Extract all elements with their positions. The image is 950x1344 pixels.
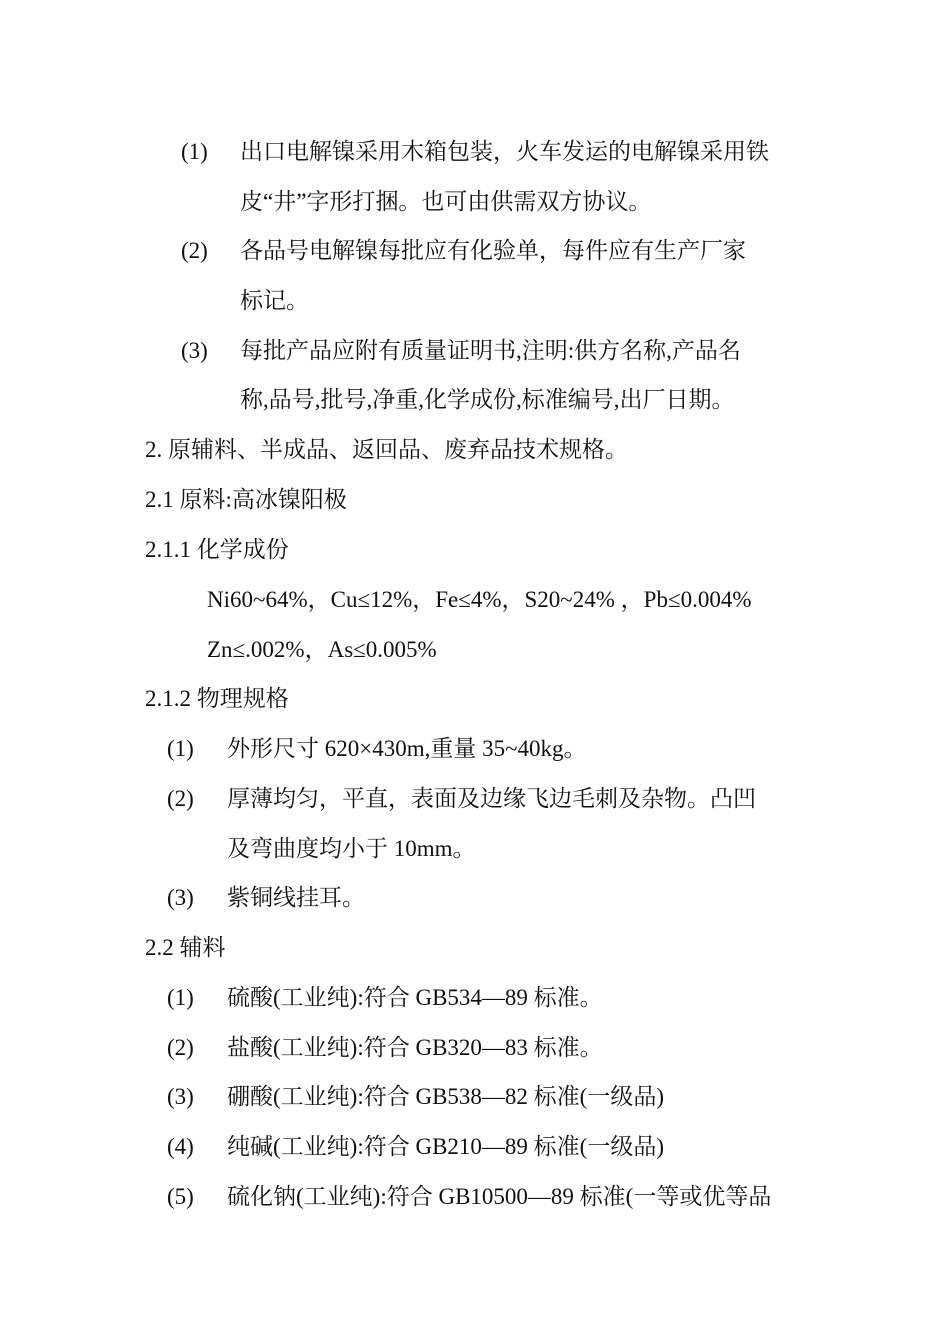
list-item-text: 厚薄均匀，平直，表面及边缘飞边毛刺及杂物。凸凹 (227, 786, 756, 811)
list-item-text: 外形尺寸 620×430m,重量 35~40kg。 (227, 736, 587, 761)
list-item-text: 硫酸(工业纯):符合 GB534—89 标准。 (227, 985, 603, 1010)
list-number: (2) (167, 1035, 194, 1060)
list-number: (3) (181, 338, 208, 363)
list-number: (2) (167, 786, 194, 811)
list-item-text: 盐酸(工业纯):符合 GB320—83 标准。 (227, 1035, 603, 1060)
list-item-text: 各品号电解镍每批应有化验单，每件应有生产厂家 (240, 238, 746, 263)
list-item-text: 紫铜线挂耳。 (227, 885, 365, 910)
list-number: (4) (167, 1134, 194, 1159)
list-item-text-continued: 皮“井”字形打捆。也可由供需双方协议。 (240, 189, 652, 214)
section-heading: 2. 原辅料、半成品、返回品、废弃品技术规格。 (145, 437, 628, 462)
list-item-text-continued: 标记。 (240, 288, 309, 313)
list-number: (2) (181, 238, 208, 263)
list-number: (5) (167, 1184, 194, 1209)
list-number: (3) (167, 1084, 194, 1109)
list-number: (3) (167, 885, 194, 910)
list-number: (1) (167, 985, 194, 1010)
list-item-text: 硼酸(工业纯):符合 GB538—82 标准(一级品) (227, 1084, 664, 1109)
list-number: (1) (181, 139, 208, 164)
subsection-heading: 2.2 辅料 (145, 935, 226, 960)
list-item-text: 硫化钠(工业纯):符合 GB10500—89 标准(一等或优等品 (227, 1184, 772, 1209)
list-item-text-continued: 称,品号,批号,净重,化学成份,标准编号,出厂日期。 (240, 387, 735, 412)
subsection-heading: 2.1 原料:高冰镍阳极 (145, 487, 347, 512)
subsection-heading: 2.1.1 化学成份 (145, 537, 289, 562)
composition-text: Zn≤.002%，As≤0.005% (207, 637, 437, 662)
composition-text: Ni60~64%，Cu≤12%，Fe≤4%，S20~24% ，Pb≤0.004% (207, 587, 752, 612)
list-item-text: 每批产品应附有质量证明书,注明:供方名称,产品名 (240, 338, 741, 363)
list-item-text: 纯碱(工业纯):符合 GB210—89 标准(一级品) (227, 1134, 664, 1159)
subsection-heading: 2.1.2 物理规格 (145, 686, 289, 711)
list-item-text: 出口电解镍采用木箱包装，火车发运的电解镍采用铁 (240, 139, 769, 164)
list-number: (1) (167, 736, 194, 761)
list-item-text-continued: 及弯曲度均小于 10mm。 (227, 836, 476, 861)
